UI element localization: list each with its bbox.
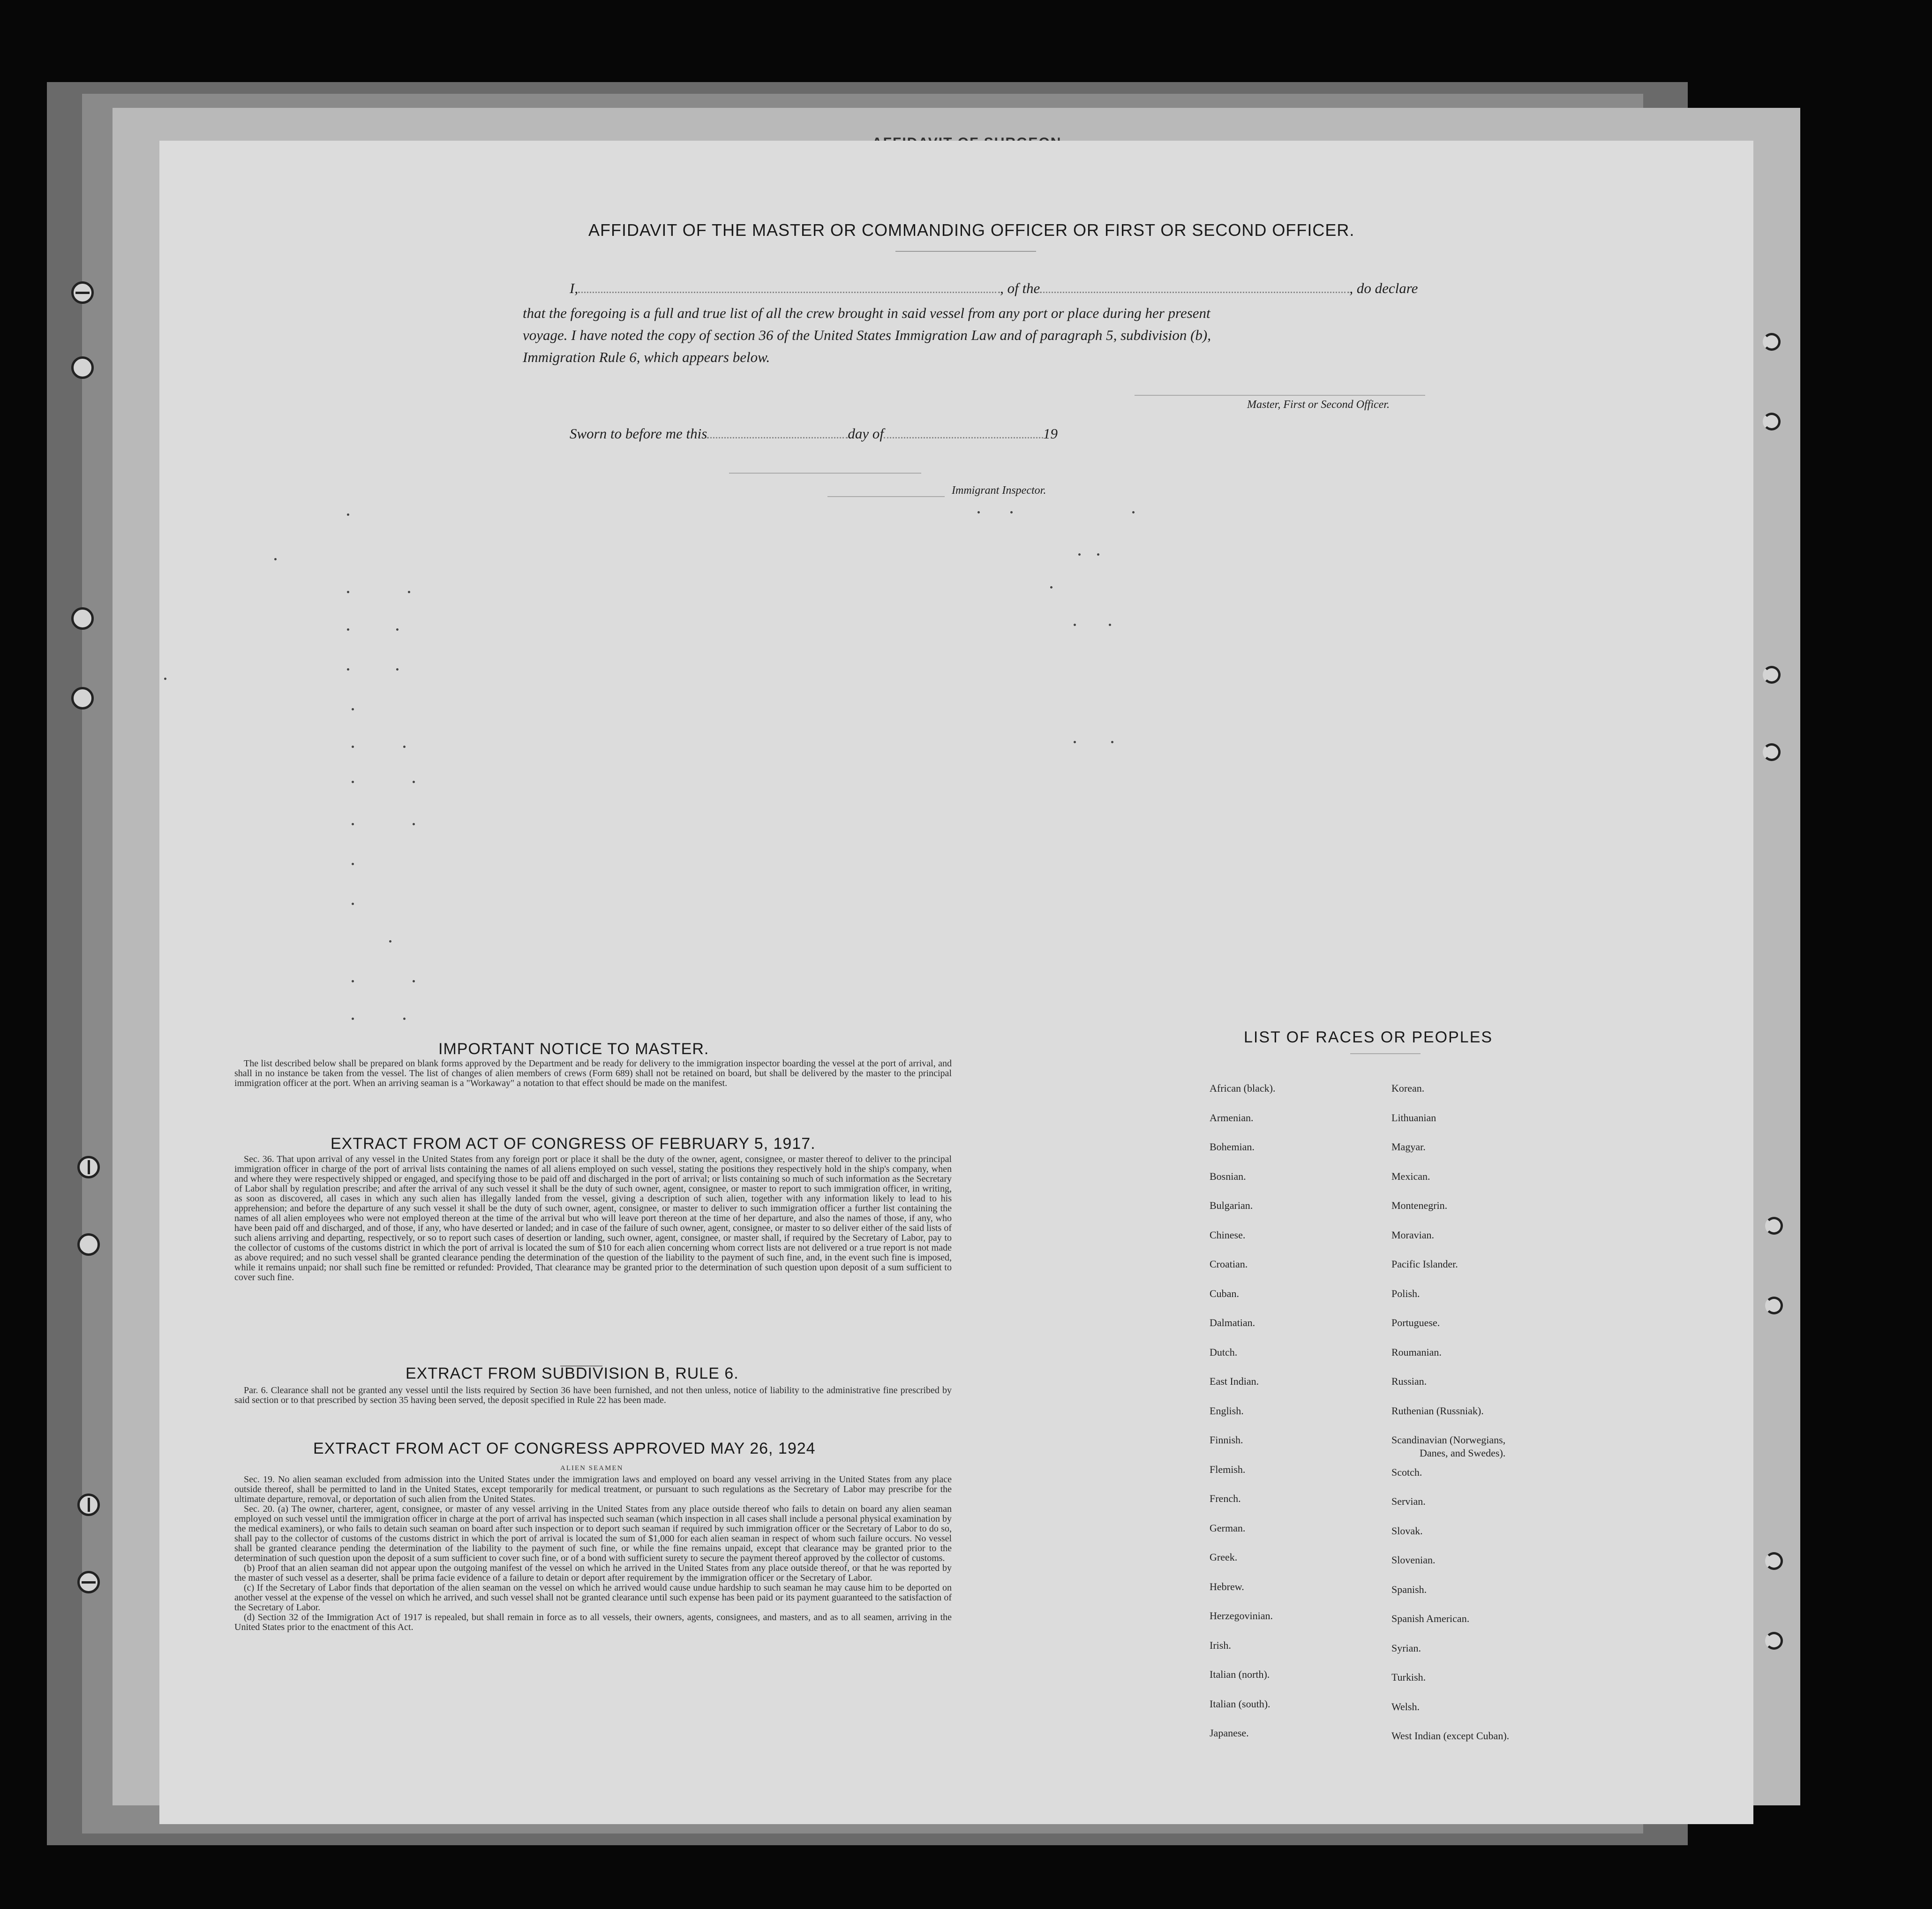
declaration-of-the-label: , of the	[1000, 280, 1040, 296]
race-item: Portuguese.	[1391, 1317, 1440, 1328]
extract-rule6-heading: EXTRACT FROM SUBDIVISION B, RULE 6.	[406, 1365, 739, 1382]
year-label: 19	[1043, 425, 1058, 442]
punch-hole-icon	[1763, 333, 1781, 351]
scan-speck	[347, 513, 349, 516]
scan-speck	[274, 558, 277, 560]
scan-speck	[413, 781, 415, 783]
scan-speck	[352, 980, 354, 982]
races-divider	[1350, 1053, 1421, 1054]
race-item: African (black).	[1210, 1082, 1276, 1094]
race-item: Bosnian.	[1210, 1170, 1246, 1182]
scan-speck	[1078, 553, 1081, 556]
race-item: Spanish American.	[1391, 1613, 1470, 1624]
race-item: Polish.	[1391, 1287, 1420, 1299]
sworn-line	[570, 422, 1058, 445]
notice-text: The list described below shall be prepared on blank forms approved by the Department and be ready for delivery to the immigration inspector boarding the vessel at the port of arrival, and shall in no instance be taken from the vessel. The list of changes of alien members of crews (Form 689) shall not be retained on board, but shall be delivered by the master to the principal immigration officer at the port. When an arriving seaman is a "Workaway" a notation to that effect should be made on the manifest.	[234, 1058, 952, 1088]
race-item: Finnish.	[1210, 1434, 1243, 1446]
scan-speck	[396, 628, 398, 631]
extract-1924-heading: EXTRACT FROM ACT OF CONGRESS APPROVED MAY 26, 1924	[313, 1440, 816, 1457]
scan-speck	[352, 1018, 354, 1020]
race-item: Servian.	[1391, 1495, 1426, 1507]
race-item: Herzegovinian.	[1210, 1610, 1273, 1622]
punch-hole-icon	[71, 356, 94, 379]
punch-hole-icon	[1765, 1632, 1783, 1650]
extract-1924-text	[234, 1475, 952, 1632]
race-item: French.	[1210, 1493, 1241, 1504]
title-divider	[895, 251, 1036, 252]
race-item: Syrian.	[1391, 1642, 1421, 1654]
race-item: Welsh.	[1391, 1700, 1420, 1713]
scan-speck	[1010, 511, 1013, 513]
race-item: Irish.	[1210, 1639, 1231, 1651]
scan-speck	[1050, 586, 1052, 589]
officer-label: Master, First or Second Officer.	[1247, 399, 1390, 411]
declaration-do-declare-label: , do declare	[1349, 280, 1418, 296]
punch-hole-icon	[1763, 666, 1781, 684]
month-blank[interactable]	[884, 437, 1043, 438]
race-item: Scandinavian (Norwegians,	[1391, 1434, 1506, 1446]
scan-speck	[1074, 741, 1076, 743]
day-blank[interactable]	[707, 437, 848, 438]
race-item: Croatian.	[1210, 1258, 1248, 1270]
race-item: Scotch.	[1391, 1466, 1422, 1478]
scan-speck	[352, 863, 354, 865]
declaration-line-2: that the foregoing is a full and true list of all the crew brought in said vessel from any port or place during her present	[523, 305, 1210, 321]
extract-1924-paragraph: (c) If the Secretary of Labor finds that deportation of the alien seaman on the vessel on which he arrived would cause undue hardship to such seaman he may cause him to be deported on another vessel at the expense of the vessel on which he arrived, and such vessel shall not be granted clearance until such expense has been paid or its payment guaranteed to the satisfaction of the Secretary of Labor.	[234, 1583, 952, 1613]
punch-hole-icon	[77, 1494, 100, 1516]
race-item: Magyar.	[1391, 1141, 1426, 1153]
race-item: Turkish.	[1391, 1671, 1426, 1683]
scan-speck	[413, 823, 415, 825]
extract-1924-paragraph: (d) Section 32 of the Immigration Act of 1917 is repealed, but shall remain in force as to all vessels, their owners, agents, consignees, and masters, and as to all seamen, arriving in the United States prior to the enactment of this Act.	[234, 1612, 952, 1632]
scan-speck	[352, 781, 354, 783]
race-item: East Indian.	[1210, 1375, 1259, 1387]
sworn-label: Sworn to before me this	[570, 425, 707, 442]
scan-speck	[352, 823, 354, 825]
race-item: Hebrew.	[1210, 1580, 1244, 1592]
scan-speck	[347, 591, 349, 593]
extract-1924-paragraph: Sec. 20. (a) The owner, charterer, agent, consignee, or master of any vessel arriving in the United States from any place outside thereof who fails to detain on board any alien seaman employed on such vessel until the immigration officer in charge at the port of arrival has inspected such seaman (which inspection in all cases shall include a personal physical examination by the medical examiners), or who fails to detain such seaman on board after such inspection or to deport such seaman if required by such immigration officer or the Secretary of Labor to do so, shall pay to the collector of customs of the customs district in which the port of arrival is located the sum of $1,000 for each alien seaman in respect of whom such failure occurs. No vessel shall be granted clearance pending the determination of the liability to the payment of such fine, or while the fine remains unpaid, except that clearance may be granted prior to the determination of such question upon the deposit of a sum sufficient to cover such fine, or of a bond with sufficient surety to secure the payment thereof approved by the collector of customs.	[234, 1504, 952, 1563]
scan-speck	[977, 511, 980, 513]
vessel-blank[interactable]	[1040, 292, 1349, 293]
notice-heading: IMPORTANT NOTICE TO MASTER.	[438, 1040, 709, 1058]
race-item: Mexican.	[1391, 1170, 1430, 1182]
race-item: Moravian.	[1391, 1229, 1435, 1241]
race-item: West Indian (except Cuban).	[1391, 1730, 1510, 1742]
scan-speck	[408, 591, 410, 593]
punch-hole-icon	[1765, 1552, 1783, 1570]
scan-speck	[347, 628, 349, 631]
extract-1924-subheading: ALIEN SEAMEN	[560, 1464, 624, 1472]
race-item: Cuban.	[1210, 1287, 1239, 1299]
inspector-label: Immigrant Inspector.	[952, 484, 1046, 497]
scan-speck	[389, 940, 391, 943]
race-item: Lithuanian	[1391, 1111, 1436, 1124]
punch-hole-icon	[77, 1156, 100, 1178]
race-item: Spanish.	[1391, 1583, 1427, 1595]
scan-speck	[1109, 624, 1111, 626]
race-item: Japanese.	[1210, 1727, 1249, 1739]
declaration-i-label: I,	[570, 280, 579, 296]
day-of-label: day of	[848, 425, 884, 442]
race-item: Dutch.	[1210, 1346, 1238, 1358]
punch-hole-icon	[1765, 1297, 1783, 1314]
affidavit-title: AFFIDAVIT OF THE MASTER OR COMMANDING OFFICER OR FIRST OR SECOND OFFICER.	[588, 220, 1355, 240]
extract-1917-text: Sec. 36. That upon arrival of any vessel in the United States from any foreign port or place it shall be the duty of the owner, agent, consignee, or master thereof to deliver to the principal immigration officer in charge of the port of arrival lists containing the names of all aliens employed on such vessel, stating the positions they respectively hold in the ship's company, when and where they were respectively shipped or engaged, and specifying those to be paid off and discharged in the port of arrival; or lists containing so much of such information as the Secretary of Labor shall by regulation prescribe; and after the arrival of any such vessel it shall be the duty of such owner, agent, consignee, or master to report to such immigration officer, in writing, as soon as discovered, all cases in which any such alien has illegally landed from the vessel, giving a description of such alien, together with any information likely to lead to his apprehension; and before the departure of any such vessel it shall be the duty of such owner, agent, consignee, or master to deliver to such immigration officer a further list containing the names of all alien employees who were not employed thereon at the time of the arrival but who will leave port thereon at the time of her departure, and also the names of those, if any, who have been paid off and discharged, and of those, if any, who have deserted or landed; and in case of the failure of such owner, agent, consignee, or master to so deliver either of the said lists of such aliens arriving and departing, respectively, or so to report such cases of desertion or landing, such owner, agent, consignee, or master shall, if required by the Secretary of Labor, pay to the collector of customs of the customs district in which the port of arrival is located the sum of $10 for each alien concerning whom correct lists are not delivered or a true report is not made as above required; and no such vessel shall be granted clearance pending the determination of the question of the liability to the payment of such fine, and, in the event such fine is imposed, while it remains unpaid; nor shall such fine be remitted or refunded: Provided, That clearance may be granted prior to the determination of such question upon deposit of a sum sufficient to cover such fine.	[234, 1154, 952, 1283]
punch-hole-icon	[71, 281, 94, 304]
race-item: Slovak.	[1391, 1524, 1423, 1537]
race-item: German.	[1210, 1522, 1246, 1534]
scan-speck	[352, 746, 354, 748]
race-item: Italian (north).	[1210, 1668, 1270, 1680]
extract-1917-heading: EXTRACT FROM ACT OF CONGRESS OF FEBRUARY 5, 1917.	[331, 1135, 816, 1153]
punch-hole-icon	[71, 687, 94, 709]
extract-rule6-text: Par. 6. Clearance shall not be granted any vessel until the lists required by Section 36 have been furnished, and not then unless, notice of liability to the administrative fine prescribed by said section or to that prescribed by section 35 having been served, the deposit specified in Rule 22 has been made.	[234, 1385, 952, 1405]
race-item: Bulgarian.	[1210, 1200, 1253, 1211]
race-item: Roumanian.	[1391, 1346, 1442, 1358]
race-item: Montenegrin.	[1391, 1200, 1448, 1211]
extract-1924-paragraph: Sec. 19. No alien seaman excluded from admission into the United States under the immigration laws and employed on board any vessel arriving in the United States from any place outside thereof, shall be permitted to land in the United States, except temporarily for medical treatment, or pursuant to such regulations as the Secretary of Labor may prescribe for the ultimate departure, removal, or deportation of such alien from the United States.	[234, 1474, 952, 1504]
punch-hole-icon	[1765, 1217, 1783, 1235]
scan-speck	[403, 1018, 406, 1020]
race-item: Italian (south).	[1210, 1698, 1270, 1710]
declaration-line-3: voyage. I have noted the copy of section 36 of the United States Immigration Law and of paragraph 5, subdivision (b),	[523, 327, 1211, 343]
scan-speck	[1111, 741, 1113, 743]
inspector-signature-line-1[interactable]	[729, 473, 921, 474]
races-heading: LIST OF RACES OR PEOPLES	[1244, 1028, 1493, 1046]
name-blank[interactable]	[578, 292, 1000, 293]
scan-speck	[347, 668, 349, 671]
scan-speck	[413, 980, 415, 982]
race-item: English.	[1210, 1404, 1244, 1417]
scan-speck	[403, 746, 406, 748]
race-item: Flemish.	[1210, 1463, 1246, 1475]
punch-hole-icon	[1763, 413, 1781, 430]
scan-speck	[352, 708, 354, 710]
race-item: Slovenian.	[1391, 1554, 1436, 1566]
race-item: Greek.	[1210, 1551, 1238, 1563]
scan-speck	[396, 668, 398, 671]
scan-speck	[1097, 553, 1099, 556]
race-item: Armenian.	[1210, 1111, 1254, 1124]
race-item: Russian.	[1391, 1375, 1427, 1387]
extract-1924-paragraph: (b) Proof that an alien seaman did not appear upon the outgoing manifest of the vessel on which he arrived in the United States from any place outside thereof, or that he was reported by the master of such vessel as a deserter, shall be prima facie evidence of a failure to detain or deport after requirement by the immigration officer or the Secretary of Labor.	[234, 1563, 952, 1583]
race-item: Danes, and Swedes).	[1420, 1447, 1506, 1459]
punch-hole-icon	[1763, 743, 1781, 761]
race-item: Bohemian.	[1210, 1141, 1255, 1153]
race-item: Dalmatian.	[1210, 1317, 1255, 1328]
scan-speck	[352, 903, 354, 905]
scan-speck	[1132, 511, 1135, 513]
punch-hole-icon	[77, 1233, 100, 1256]
race-item: Ruthenian (Russniak).	[1391, 1404, 1484, 1417]
race-item: Chinese.	[1210, 1229, 1246, 1241]
punch-hole-icon	[71, 607, 94, 630]
scan-speck	[164, 678, 166, 680]
declaration-line-4: Immigration Rule 6, which appears below.	[523, 349, 770, 365]
inspector-signature-line-2[interactable]	[827, 496, 945, 497]
race-item: Pacific Islander.	[1391, 1258, 1458, 1270]
punch-hole-icon	[77, 1571, 100, 1593]
declaration-line-1	[570, 277, 1418, 300]
race-item: Korean.	[1391, 1082, 1425, 1094]
officer-signature-line[interactable]	[1135, 395, 1425, 396]
scan-speck	[1074, 624, 1076, 626]
